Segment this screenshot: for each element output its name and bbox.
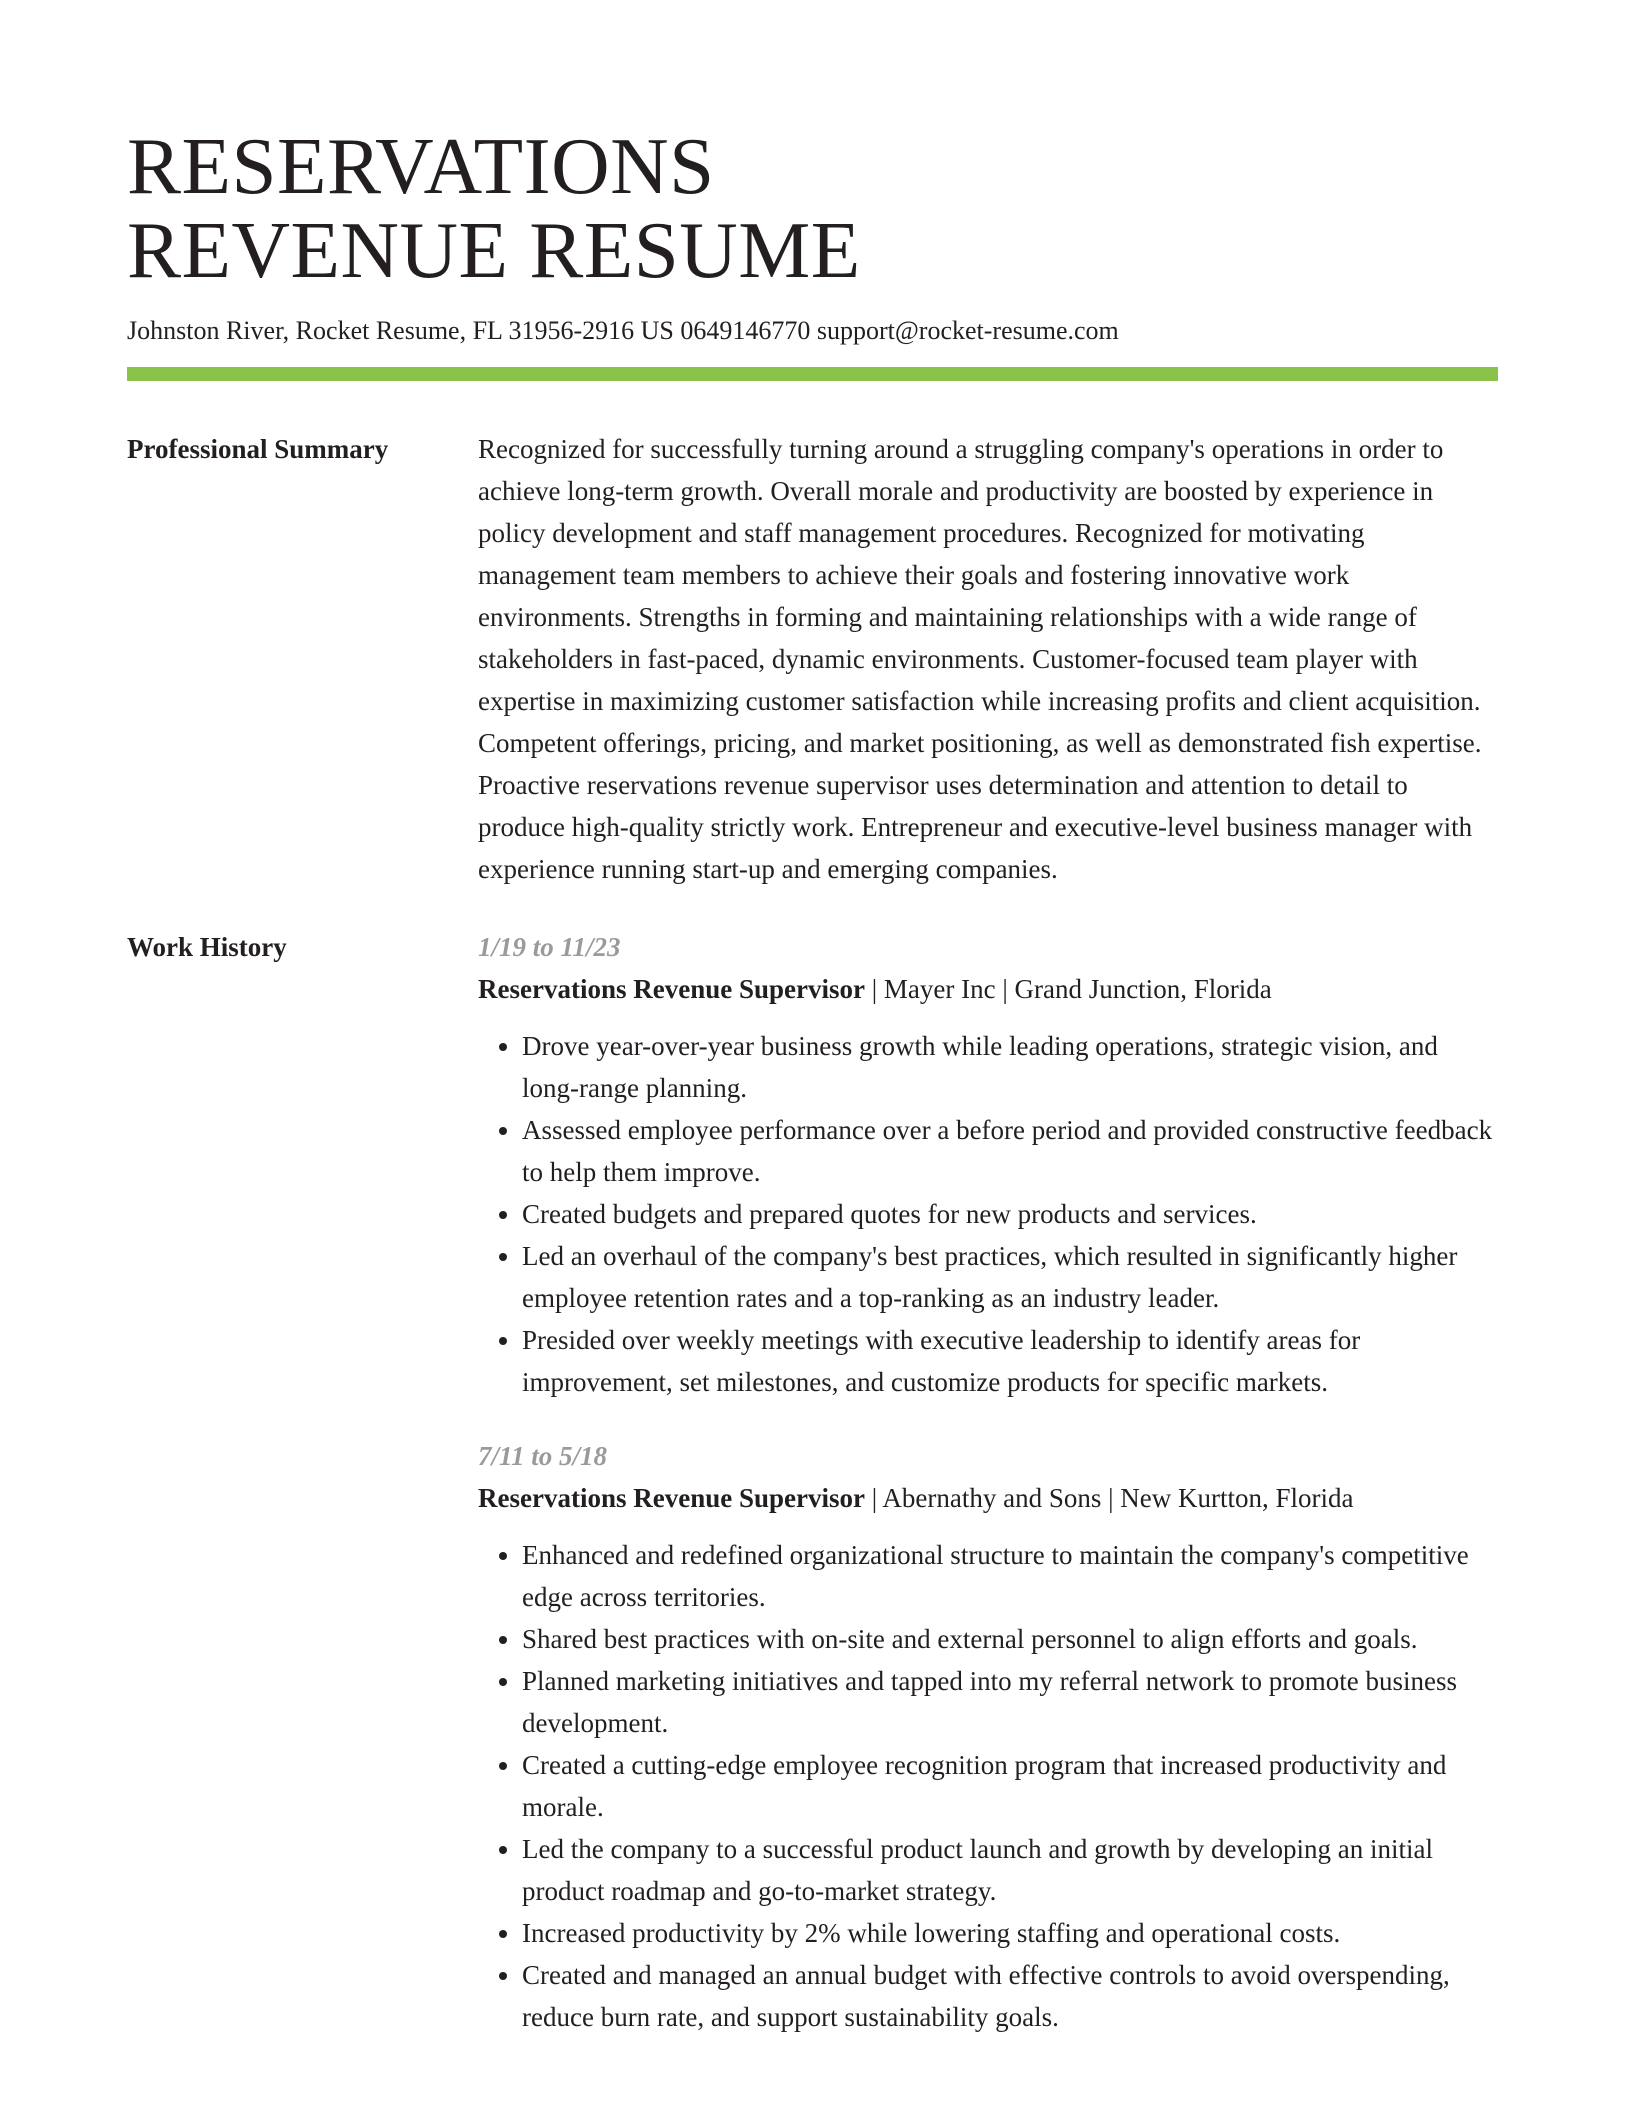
- job-entry: [478, 926, 1498, 1403]
- job-bullet: • Created a cutting-edge employee recognition program that increased productivity and morale.: [522, 1744, 1498, 1828]
- job-bullet: • Presided over weekly meetings with executive leadership to identify areas for improvement, set milestones, and customize products for specific markets.: [522, 1319, 1498, 1403]
- job-title: Reservations Revenue Supervisor: [478, 974, 865, 1004]
- section-label-work-history: Work History: [127, 932, 287, 962]
- job-details: | Abernathy and Sons | New Kurtton, Florida: [864, 1483, 1354, 1513]
- resume-title: [127, 0, 1498, 295]
- job-details: | Mayer Inc | Grand Junction, Florida: [864, 974, 1272, 1004]
- job-bullet: • Drove year-over-year business growth while leading operations, strategic vision, and long-range planning.: [522, 1025, 1498, 1109]
- professional-summary-section: [127, 428, 1498, 890]
- job-dates: 7/11 to 5/18: [478, 1441, 608, 1471]
- job-bullet: • Created and managed an annual budget with effective controls to avoid overspending, reduce burn rate, and support sustainability goals.: [522, 1954, 1498, 2038]
- job-title: Reservations Revenue Supervisor: [478, 1483, 865, 1513]
- summary-body: [478, 428, 1498, 890]
- job-heading: [478, 968, 1498, 1010]
- job-bullet: • Increased productivity by 2% while lowering staffing and operational costs.: [522, 1912, 1498, 1954]
- resume-page: [127, 0, 1498, 2038]
- job-dates: 1/19 to 11/23: [478, 932, 621, 962]
- work-history-section: [127, 926, 1498, 2038]
- job-bullet: • Led an overhaul of the company's best practices, which resulted in significantly higher employee retention rates and a top-ranking as an industry leader.: [522, 1235, 1498, 1319]
- job-bullet: • Created budgets and prepared quotes for new products and services.: [522, 1193, 1498, 1235]
- job-bullet: • Shared best practices with on-site and external personnel to align efforts and goals.: [522, 1618, 1498, 1660]
- section-label-summary: Professional Summary: [127, 434, 389, 464]
- summary-text: Recognized for successfully turning around a struggling company's operations in order to achieve long-term growth. Overall morale and productivity are boosted by experience in policy development and staff management procedures. Recognized for motivating management team members to achieve their goals and fostering innovative work environments. Strengths in forming and maintaining relationships with a wide range of stakeholders in fast-paced, dynamic environments. Customer-focused team player with expertise in maximizing customer satisfaction while increasing profits and client acquisition. Competent offerings, pricing, and market positioning, as well as demonstrated fish expertise. Proactive reservations revenue supervisor uses determination and attention to detail to produce high-quality strictly work. Entrepreneur and executive-level business manager with experience running start-up and emerging companies.: [478, 434, 1482, 884]
- title-line-2: REVENUE RESUME: [127, 205, 861, 295]
- job-bullet: • Planned marketing initiatives and tapped into my referral network to promote business development.: [522, 1660, 1498, 1744]
- work-history-body: [478, 926, 1498, 2038]
- job-entry: [478, 1435, 1498, 2038]
- job-heading: [478, 1477, 1498, 1519]
- job-bullets: [478, 1534, 1498, 2038]
- title-line-1: RESERVATIONS: [127, 121, 715, 211]
- job-bullet: • Enhanced and redefined organizational structure to maintain the company's competitive edge across territories.: [522, 1534, 1498, 1618]
- job-bullet: • Assessed employee performance over a before period and provided constructive feedback to help them improve.: [522, 1109, 1498, 1193]
- job-bullet: • Led the company to a successful product launch and growth by developing an initial product roadmap and go-to-market strategy.: [522, 1828, 1498, 1912]
- contact-info: Johnston River, Rocket Resume, FL 31956-2916 US 0649146770 support@rocket-resume.com: [127, 316, 1119, 345]
- accent-divider: [127, 367, 1498, 381]
- job-bullets: [478, 1025, 1498, 1403]
